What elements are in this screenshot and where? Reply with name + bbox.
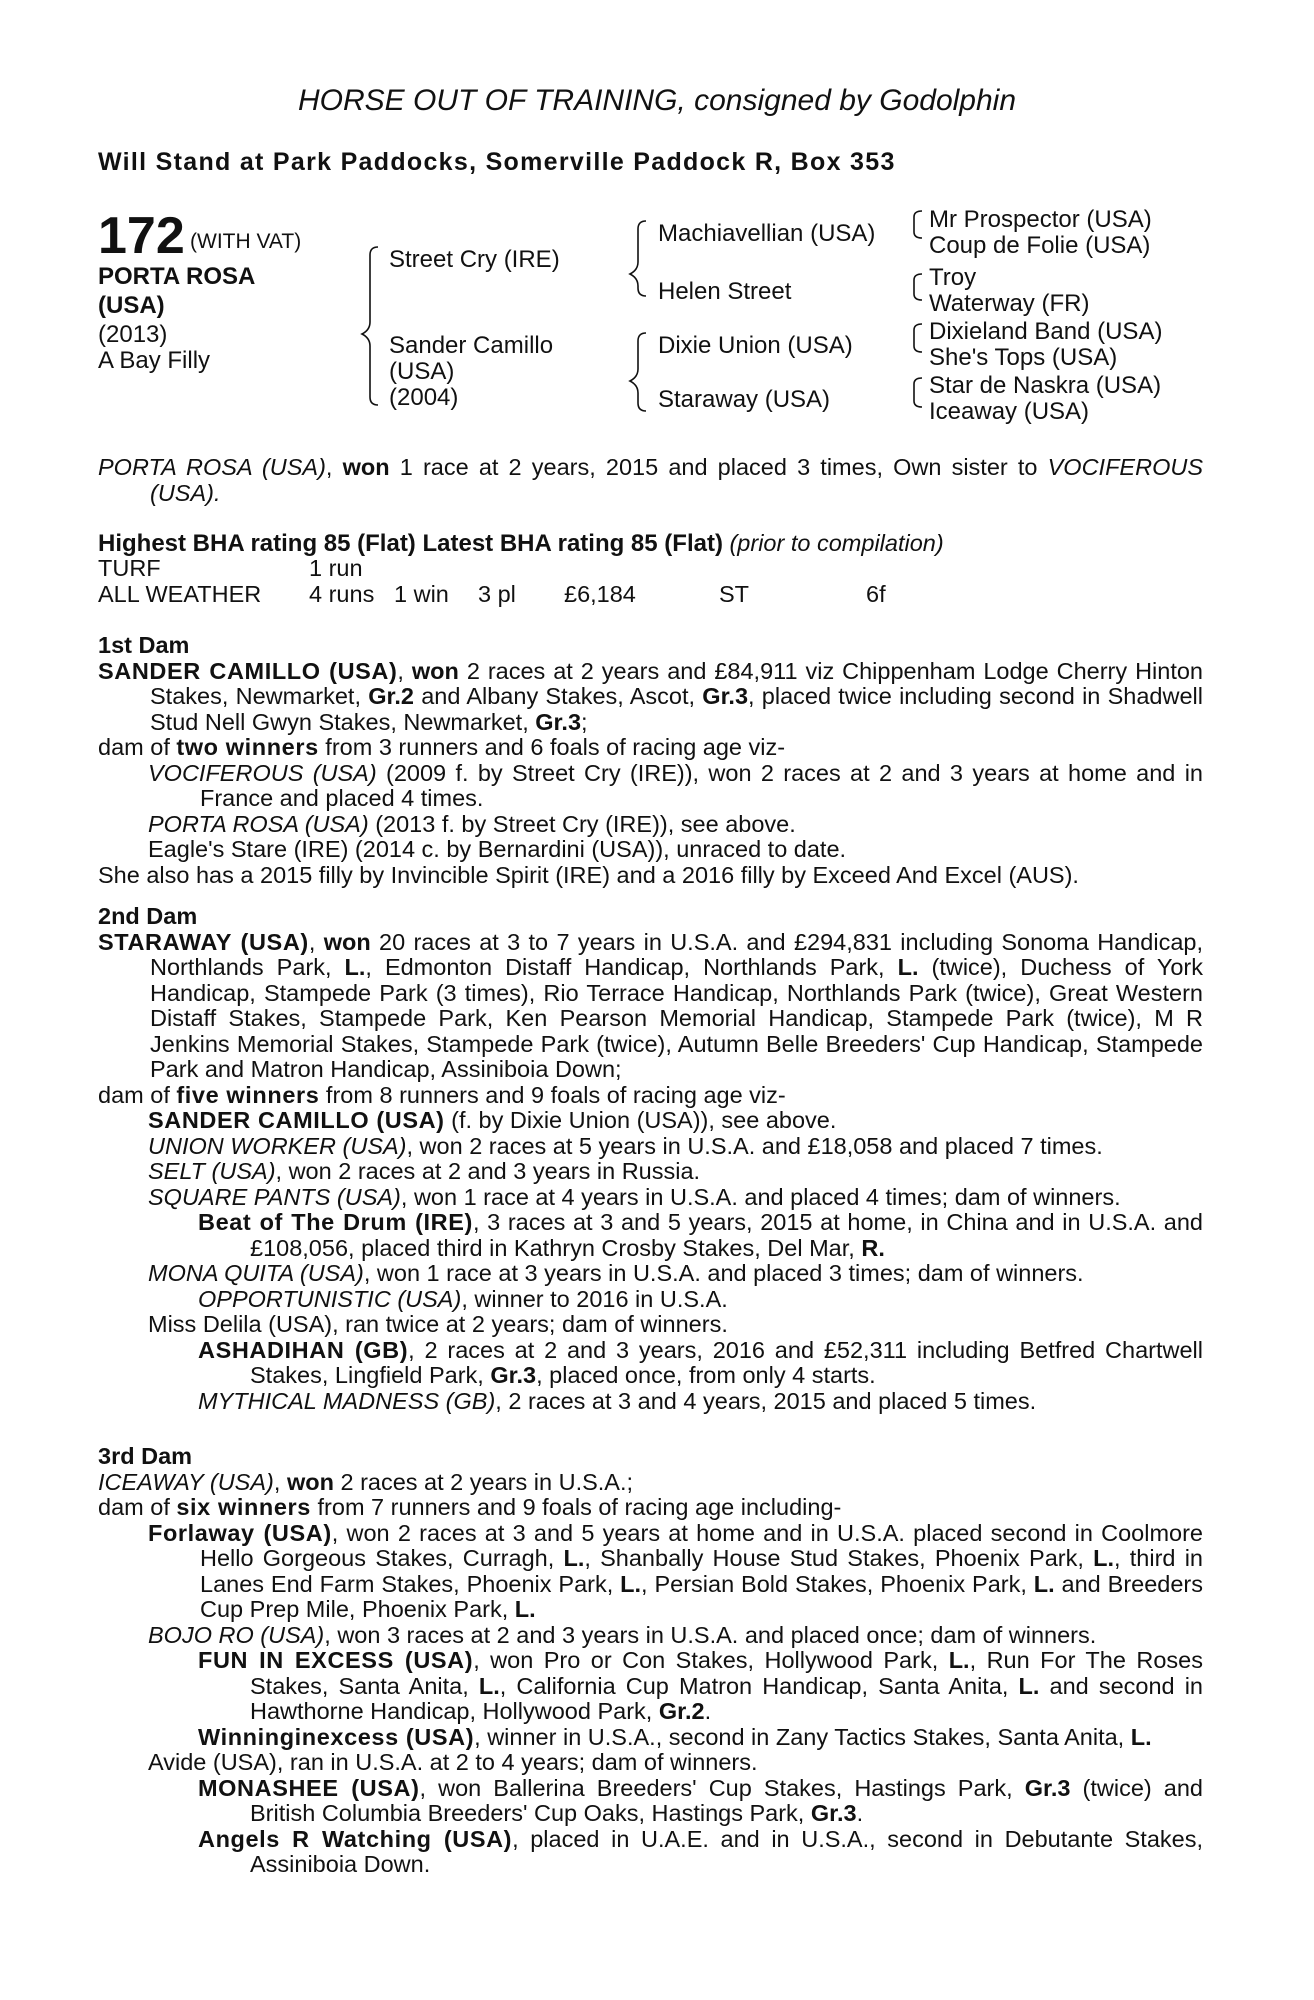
lot-number: 172 [98, 207, 185, 265]
turf-label: TURF [98, 555, 161, 581]
pedigree-ddd: Iceaway (USA) [929, 398, 1090, 425]
third-dam-grandfoal-4: Angels R Watching (USA), placed in U.A.E. and in U.S.A., second in Debutante Stakes, Assiniboia Down. [198, 1825, 1203, 1877]
pedigree-dds: Star de Naskra (USA) [929, 372, 1162, 399]
aw-placed: 3 pl [478, 581, 516, 607]
second-dam-foal-5: MONA QUITA (USA), won 1 race at 3 years in U.S.A. and placed 3 times; dam of winners. [148, 1260, 1084, 1286]
pedigree-sire-sire: Machiavellian (USA) [658, 220, 876, 247]
second-dam-record: STARAWAY (USA), won 20 races at 3 to 7 years in U.S.A. and £294,831 including Sonoma Handicap, Northlands Park, L., Edmonton Distaff Handicap, Northlands Park, L. (twice), Duchess of York Handicap, Stampede Park (3 times), Rio Terrace Handicap, Northlands Park (twice), Great Western Distaff Stakes, Stampede Park, Ken Pearson Memorial Handicap, Stampede Park (twice), M R Jenkins Memorial Stakes, Stampede Park (twice), Autumn Belle Breeders' Cup Handicap, Stampede Park and Matron Handicap, Assiniboia Down; [98, 928, 1204, 1082]
aw-runs: 4 runs [309, 581, 375, 607]
summary-paragraph: PORTA ROSA (USA), won 1 race at 2 years, 2015 and placed 3 times, Own sister to VOCIFEROUS (USA). [98, 454, 1204, 506]
aw-earnings: £6,184 [564, 581, 636, 607]
first-dam-foal-2: PORTA ROSA (USA) (2013 f. by Street Cry (IRE)), see above. [148, 810, 796, 837]
rating-note: (prior to compilation) [729, 530, 944, 556]
summary-sister: VOCIFEROUS (USA) [150, 454, 1204, 506]
vat-label: (WITH VAT) [190, 230, 302, 253]
third-dam-record: ICEAWAY (USA), won 2 races at 2 years in U.S.A.; [98, 1468, 634, 1495]
second-dam-grandfoal-4: MYTHICAL MADNESS (GB), 2 races at 3 and 4 years, 2015 and placed 5 times. [198, 1387, 1037, 1414]
summary-block [98, 455, 1203, 506]
pedigree-dam-country: (USA) [389, 358, 455, 385]
first-dam-foal-3: Eagle's Stare (IRE) (2014 c. by Bernardini (USA)), unraced to date. [148, 836, 847, 862]
second-dam-foal-1: SANDER CAMILLO (USA) (f. by Dixie Union (USA)), see above. [148, 1107, 837, 1133]
second-dam-foal-6: Miss Delila (USA), ran twice at 2 years; dam of winners. [148, 1311, 728, 1337]
pedigree-ssd: Coup de Folie (USA) [929, 232, 1151, 259]
third-dam-grandfoal-1: FUN IN EXCESS (USA), won Pro or Con Stakes, Hollywood Park, L., Run For The Roses Stakes, Santa Anita, L., California Cup Matron Handicap, Santa Anita, L. and second in Hawthorne Handicap, Hollywood Park, Gr.2. [198, 1647, 1203, 1724]
pedigree-dam-dam: Staraway (USA) [658, 386, 831, 413]
first-dam-foal-1: VOCIFEROUS (USA) (2009 f. by Street Cry (IRE)), won 2 races at 2 and 3 years at home and in France and placed 4 times. [148, 759, 1203, 811]
horse-name-country: (USA) [98, 292, 165, 319]
third-dam-grandfoal-3: MONASHEE (USA), won Ballerina Breeders' Cup Stakes, Hastings Park, Gr.3 (twice) and British Columbia Breeders' Cup Oaks, Hastings Park, Gr.3. [198, 1774, 1203, 1826]
second-dam-grandfoal-2: OPPORTUNISTIC (USA), winner to 2016 in U.S.A. [198, 1285, 728, 1312]
third-dam-grandfoal-2: Winninginexcess (USA), winner in U.S.A., second in Zany Tactics Stakes, Santa Anita, L. [198, 1723, 1152, 1750]
second-dam-foal-3: SELT (USA), won 2 races at 2 and 3 years in Russia. [148, 1158, 701, 1184]
second-dam-produce-summary: dam of five winners from 8 runners and 9 foals of racing age viz- [98, 1081, 786, 1108]
pedigree-sire: Street Cry (IRE) [389, 246, 560, 273]
pedigree-dam: Sander Camillo [389, 332, 554, 359]
first-dam-title: 1st Dam [98, 632, 190, 658]
second-dam-title: 2nd Dam [98, 903, 198, 929]
pedigree-sss: Mr Prospector (USA) [929, 206, 1152, 233]
third-dam-foal-3: Avide (USA), ran in U.S.A. at 2 to 4 years; dam of winners. [148, 1749, 758, 1775]
page-heading: HORSE OUT OF TRAINING, consigned by Godolphin [297, 84, 1017, 117]
second-dam-section [98, 904, 1203, 1414]
pedigree-dsd: She's Tops (USA) [929, 344, 1118, 371]
second-dam-foal-4: SQUARE PANTS (USA), won 1 race at 4 years in U.S.A. and placed 4 times; dam of winners. [148, 1183, 1121, 1210]
rating-block [98, 531, 1203, 557]
third-dam-section [98, 1444, 1203, 1878]
first-dam-record: SANDER CAMILLO (USA), won 2 races at 2 years and £84,911 viz Chippenham Lodge Cherry Hinton Stakes, Newmarket, Gr.2 and Albany Stakes, Ascot, Gr.3, placed twice including second in Shadwell Stud Nell Gwyn Stakes, Newmarket, Gr.3; [98, 657, 1203, 735]
pedigree-sds: Troy [929, 264, 977, 291]
third-dam-title: 3rd Dam [98, 1443, 193, 1469]
stand-location: Will Stand at Park Paddocks, Somerville Paddock R, Box 353 [98, 148, 896, 176]
third-dam-foal-1: Forlaway (USA), won 2 races at 3 and 5 years at home and in U.S.A. placed second in Coolmore Hello Gorgeous Stakes, Curragh, L., Shanbally House Stud Stakes, Phoenix Park, L., third in Lanes End Farm Stakes, Phoenix Park, L., Persian Bold Stakes, Phoenix Park, L. and Breeders Cup Prep Mile, Phoenix Park, L. [148, 1519, 1203, 1622]
foaling-year: (2013) [98, 321, 168, 348]
horse-description: A Bay Filly [98, 347, 211, 374]
summary-won: won [342, 454, 390, 480]
turf-runs: 1 run [309, 555, 363, 581]
aw-label: ALL WEATHER [98, 581, 262, 607]
aw-going: ST [719, 581, 750, 607]
third-dam-produce-summary: dam of six winners from 7 runners and 9 foals of racing age including- [98, 1494, 842, 1520]
pedigree-dam-sire: Dixie Union (USA) [658, 332, 853, 359]
first-dam-section [98, 633, 1203, 888]
second-dam-foal-2: UNION WORKER (USA), won 2 races at 5 years in U.S.A. and £18,058 and placed 7 times. [148, 1132, 1103, 1159]
aw-wins: 1 win [394, 581, 449, 607]
summary-horse-name: PORTA ROSA (USA) [98, 454, 326, 480]
horse-name: PORTA ROSA [98, 263, 256, 290]
pedigree-dam-year: (2004) [389, 384, 459, 411]
first-dam-produce-summary: dam of two winners from 3 runners and 6 foals of racing age viz- [98, 734, 786, 760]
pedigree-sdd: Waterway (FR) [929, 290, 1090, 317]
first-dam-note: She also has a 2015 filly by Invincible Spirit (IRE) and a 2016 filly by Exceed And Excel (AUS). [98, 861, 1079, 888]
second-dam-grandfoal-3: ASHADIHAN (GB), 2 races at 2 and 3 years, 2016 and £52,311 including Betfred Chartwell Stakes, Lingfield Park, Gr.3, placed once, from only 4 starts. [198, 1336, 1203, 1388]
second-dam-grandfoal-1: Beat of The Drum (IRE), 3 races at 3 and 5 years, 2015 at home, in China and in U.S.A. and £108,056, placed third in Kathryn Crosby Stakes, Del Mar, R. [198, 1209, 1204, 1261]
rating-main: Highest BHA rating 85 (Flat) Latest BHA rating 85 (Flat) [98, 530, 723, 557]
aw-distance: 6f [866, 581, 886, 607]
pedigree-sire-dam: Helen Street [658, 278, 792, 305]
summary-text: 1 race at 2 years, 2015 and placed 3 times, Own sister to [389, 454, 1048, 480]
third-dam-foal-2: BOJO RO (USA), won 3 races at 2 and 3 years in U.S.A. and placed once; dam of winners. [148, 1621, 1097, 1648]
pedigree-dss: Dixieland Band (USA) [929, 318, 1163, 345]
